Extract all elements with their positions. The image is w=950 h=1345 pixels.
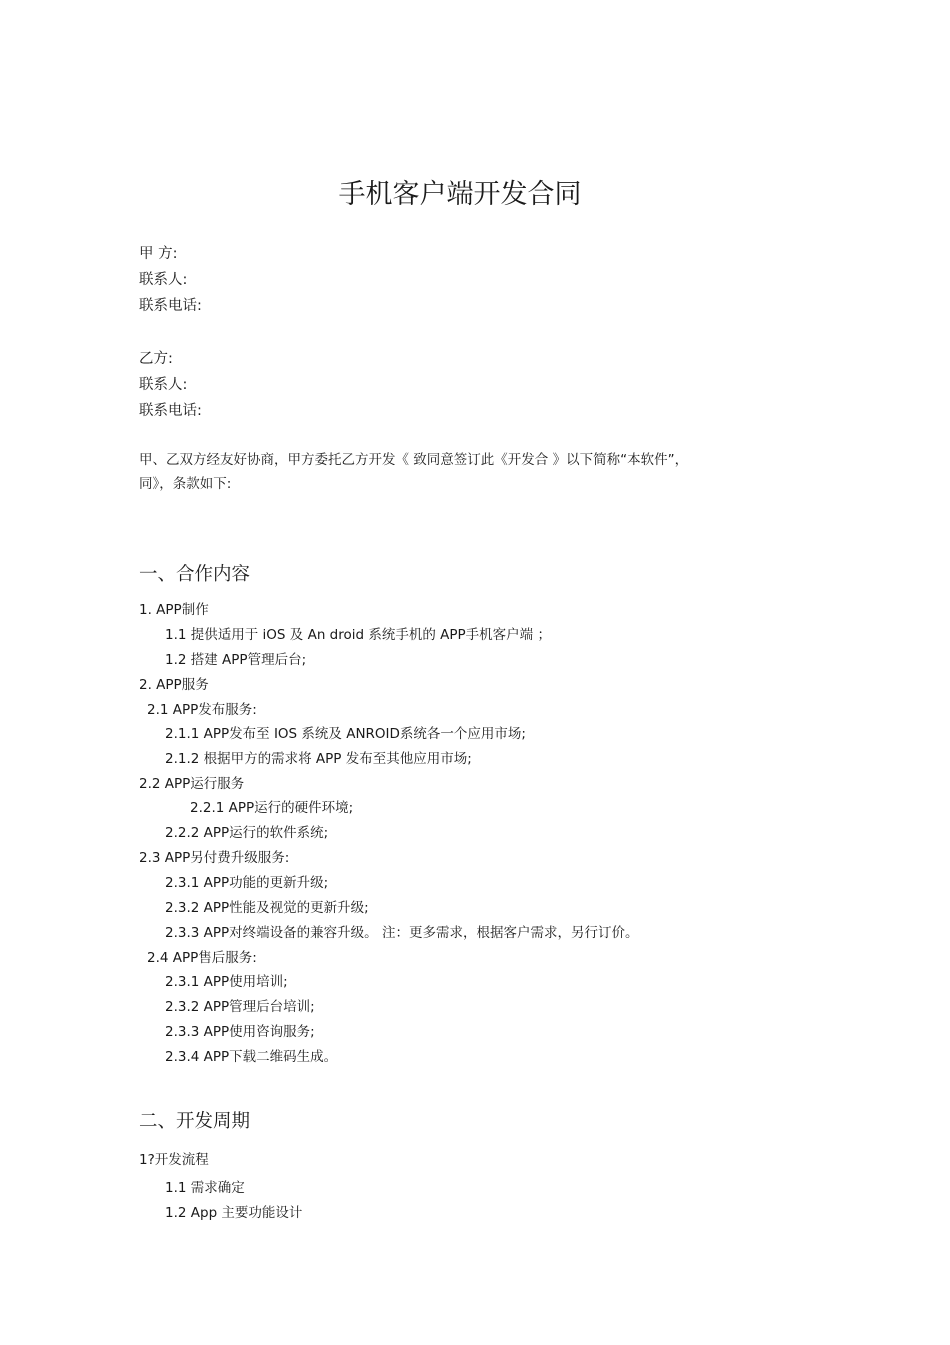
list-item: 2.1.1 APP发布至 IOS 系统及 ANROID系统各一个应用市场; <box>165 726 526 742</box>
section-1-heading: 一、合作内容 <box>139 564 251 585</box>
list-item: 2.4 APP售后服务: <box>147 950 257 966</box>
intro-line-2: 同》，条款如下: <box>139 476 232 492</box>
list-item: 2.2.2 APP运行的软件系统; <box>165 825 329 841</box>
intro-line-1: 甲、乙双方经友好协商，甲方委托乙方开发《 致同意签订此《开发合 》以下简称“本软件”， <box>139 452 689 468</box>
list-item: 1.1 需求确定 <box>165 1180 245 1196</box>
list-item: 2.3.2 APP性能及视觉的更新升级; <box>165 900 369 916</box>
list-item: 2. APP服务 <box>139 677 209 693</box>
list-item: 2.3.3 APP对终端设备的兼容升级。 注：更多需求，根据客户需求，另行订价。 <box>165 925 639 941</box>
list-item: 1. APP制作 <box>139 602 209 618</box>
party-a-label: 甲 方: <box>139 246 178 262</box>
list-item: 2.3.2 APP管理后台培训; <box>165 999 315 1015</box>
list-item: 2.1 APP发布服务: <box>147 702 257 718</box>
party-b-label: 乙方: <box>139 351 173 367</box>
list-item: 2.3.1 APP使用培训; <box>165 974 288 990</box>
list-item: 2.2 APP运行服务 <box>139 776 245 792</box>
list-item: 2.3.1 APP功能的更新升级; <box>165 875 329 891</box>
party-b-phone: 联系电话: <box>139 403 202 419</box>
party-a-contact: 联系人: <box>139 272 188 288</box>
party-a-phone: 联系电话: <box>139 298 202 314</box>
list-item: 1.1 提供适用于 iOS 及 An droid 系统手机的 APP手机客户端 ； <box>165 627 551 643</box>
list-item: 2.3.4 APP下载二维码生成。 <box>165 1049 338 1065</box>
list-item: 2.3 APP另付费升级服务: <box>139 850 290 866</box>
list-item: 1?开发流程 <box>139 1152 209 1168</box>
page-title: 手机客户端开发合同 <box>338 179 582 210</box>
list-item: 2.1.2 根据甲方的需求将 APP 发布至其他应用市场; <box>165 751 472 767</box>
party-b-contact: 联系人: <box>139 377 188 393</box>
section-2-heading: 二、开发周期 <box>139 1111 251 1132</box>
list-item: 2.3.3 APP使用咨询服务; <box>165 1024 315 1040</box>
list-item: 1.2 搭建 APP管理后台; <box>165 652 307 668</box>
list-item: 2.2.1 APP运行的硬件环境; <box>190 800 354 816</box>
list-item: 1.2 App 主要功能设计 <box>165 1205 303 1221</box>
